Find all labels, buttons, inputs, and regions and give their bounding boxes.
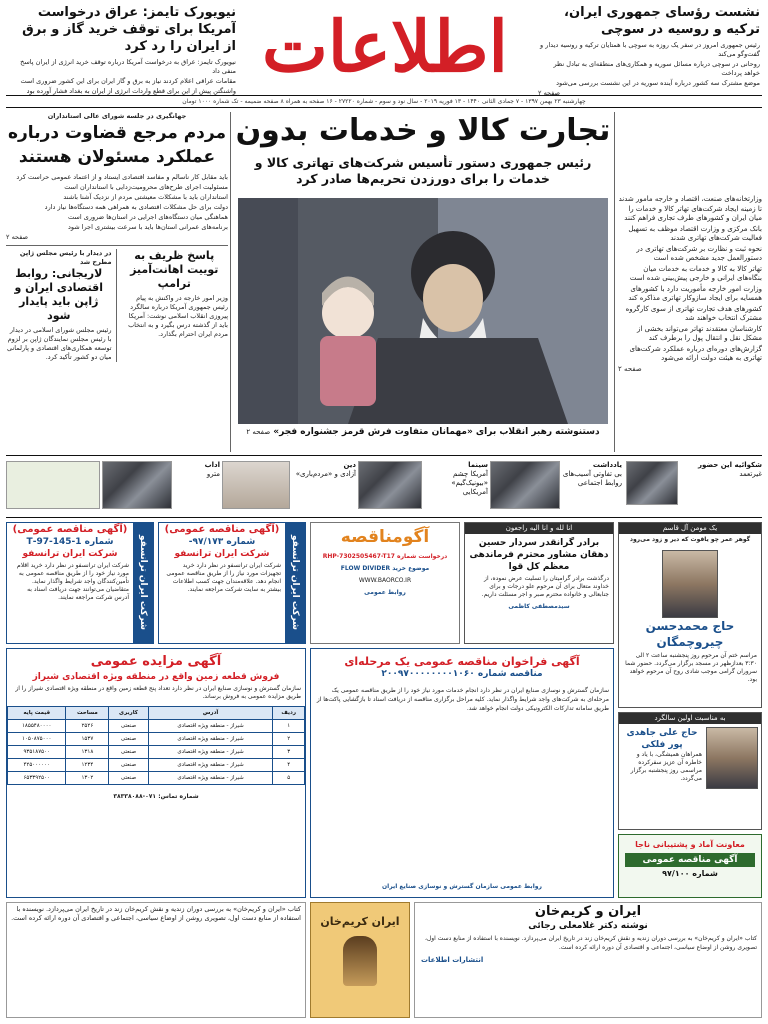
right-bullet: گزارش‌های دوره‌ای درباره عملکرد شرکت‌های تهاتری به هیئت دولت ارائه می‌شود <box>629 344 762 362</box>
auction-title: آگهی مزایده عمومی <box>90 654 222 669</box>
right-bullet: وزارت امور خارجه مأموریت دارد با کشورهای همسایه برای ایجاد سازوکار تهاتری مذاکره کند <box>628 284 762 302</box>
auction-col-header: ردیف <box>273 707 305 720</box>
ad-subject: موضوع خرید FLOW DIVIDER <box>340 565 430 572</box>
masthead-logo[interactable]: اطلاعات <box>262 5 508 88</box>
auction-sub: فروش قطعه زمین واقع در منطقه ویژه اقتصادی شیراز <box>32 672 280 682</box>
table-row <box>8 733 305 746</box>
left-page-ref: صفحه ۲ <box>6 233 29 241</box>
cell: شیراز - منطقه ویژه اقتصادی <box>148 772 273 785</box>
column-divider <box>230 112 231 452</box>
obit2-text: همراهان همیشگی، با یاد و خاطره آن عزیز سفرکرده مراسمی روز پنجشنبه برگزار می‌گردد. <box>630 751 702 782</box>
obit2-portrait <box>706 727 758 789</box>
right-bullet: کارشناسان معتقدند تهاتر می‌تواند بخشی از مشکل نقل و انتقال پول را برطرف کند <box>636 324 762 342</box>
left-bullet: برنامه‌های عمرانی استان‌ها باید با سرعت بیشتری اجرا شود <box>67 223 228 231</box>
right-header <box>538 4 760 96</box>
cell: ۱۰۵۰۸۷۵۰۰۰ <box>8 733 66 746</box>
auction-col-header: کاربری <box>109 707 148 720</box>
teaser-text: غیرتعمد <box>739 470 762 478</box>
right-header-line: موضع مشترک سه کشور درباره آینده سوریه در این نشست بررسی می‌شود <box>556 79 760 87</box>
larijani-text: رئیس مجلس شورای اسلامی در دیدار با رئیس مجلس نمایندگان ژاپن بر لزوم توسعه همکاری‌های اقتصادی و پارلمانی میان دو کشور تأکید کرد. <box>7 326 112 361</box>
ad-book-right[interactable] <box>414 902 762 1018</box>
teaser-thumb[interactable] <box>102 461 172 509</box>
zarif-text: وزیر امور خارجه در واکنش به پیام رئیس جمهوری آمریکا درباره سالگرد پیروزی انقلاب اسلامی نوشت: آمریکا باید از گذشته درس بگیرد و به انتخاب مردم ایران احترام بگذارد. <box>128 294 228 338</box>
right-bullet: نحوه ثبت و نظارت بر شرکت‌های تهاتری در دستورالعمل جدید مشخص شده است <box>636 244 762 262</box>
main-photo-figures <box>238 198 608 424</box>
cell: شیراز - منطقه ویژه اقتصادی <box>148 759 273 772</box>
right-page-ref: صفحه ۲ <box>618 364 642 373</box>
left-header-line: واشنگتن پیش از این برای قطع واردات انرژی از ایران به بغداد فشار آورده بود <box>26 87 236 95</box>
main-photo <box>238 198 608 424</box>
teaser-text: آمریکا چشم «بیونیک‌گیم» آمریکایی <box>451 470 488 496</box>
right-bullet: بانک مرکزی و وزارت اقتصاد موظف به تسهیل فعالیت شرکت‌های تهاتری شدند <box>628 224 762 242</box>
book-cover-figure <box>343 936 377 986</box>
cell: ۲۵۲۶ <box>66 720 109 733</box>
ad-iran-transfo-2[interactable] <box>158 522 306 644</box>
ad-book-cover[interactable] <box>310 902 410 1018</box>
right-bullet: تهاتر کالا به کالا و خدمات به خدمات میان بنگاه‌های ایرانی و خارجی پیش‌بینی شده است <box>629 264 762 282</box>
ad-obituary-2[interactable] <box>618 712 762 830</box>
book-cover-title: ایران کریم‌خان <box>320 915 400 928</box>
ad-tender-baorco[interactable] <box>310 522 460 644</box>
teaser-thumb[interactable] <box>222 461 290 509</box>
teaser-label[interactable]: آداب <box>204 461 220 469</box>
ad-police-tender[interactable] <box>618 834 762 898</box>
right-header-page-ref: صفحه ۲ <box>538 89 561 96</box>
ad-auction[interactable] <box>6 648 306 898</box>
left-bullet: استانداران باید با مشکلات معیشتی مردم از نزدیک آشنا باشند <box>63 193 228 201</box>
cell: شیراز - منطقه ویژه اقتصادی <box>148 720 273 733</box>
tender-text: سازمان گسترش و نوسازی صنایع ایران در نظر دارد انجام خدمات مورد نیاز خود را از طریق مناقصه عمومی یک مرحله‌ای به شرکت‌های واجد شرایط واگذار نماید. کلیه مراحل برگزاری مناقصه از دریافت اسناد تا بازگشایی پاکت‌ها از طریق سامانه تدارکات الکترونیکی دولت انجام خواهد شد. <box>316 687 609 712</box>
cell: ۳ <box>273 746 305 759</box>
cell: ۱۳۱۸ <box>66 746 109 759</box>
teaser-label[interactable]: یادداشت <box>592 461 622 469</box>
obit-verse: گوهر عمر چو یاقوت که دیر و زود می‌رود <box>629 536 751 543</box>
ad-company: شرکت ایران ترانسفو <box>22 549 118 559</box>
condolence-text: درگذشت برادر گرامیتان را تسلیت عرض نموده، از خداوند متعال برای آن مرحوم علو درجات و برای جنابعالی و خانواده محترم صبر و اجر مسئلت داریم. <box>481 575 609 598</box>
ad-company: شرکت ایران ترانسفو <box>174 549 270 559</box>
photo-caption <box>234 426 612 442</box>
left-title[interactable]: مردم مرجع قضاوت درباره عملکرد مسئولان هستند <box>7 123 227 167</box>
right-column <box>618 195 762 453</box>
right-bullet: وزارتخانه‌های صنعت، اقتصاد و خارجه مأمور شدند تا زمینه ایجاد شرکت‌های تهاتر کالا و خدمات را میان ایران و کشورهای طرف تجاری فراهم کنند <box>618 195 762 222</box>
cell: ۵ <box>273 772 305 785</box>
ad-book-left[interactable] <box>6 902 306 1018</box>
tender-number: مناقصه شماره ۲۰۰۹۷۰۰۰۰۰۰۰۰۱۰۶۰ <box>381 669 543 679</box>
teaser-text: مترو <box>206 470 220 478</box>
cell: ۱۸۵۵۴۸۰۰۰۰ <box>8 720 66 733</box>
obit-portrait <box>662 550 718 618</box>
cell: ۴ <box>273 759 305 772</box>
ad-obituary-1[interactable] <box>618 522 762 708</box>
auction-footer: شماره تماس: ۰۷۱-۳۸۳۳۸۰۸۸ <box>113 793 199 800</box>
photo-caption-text: دستنوشته رهبر انقلاب برای «مهمانان متفاوت فرش قرمز جشنواره فجر» <box>273 427 600 437</box>
ad-iran-transfo-1[interactable] <box>6 522 154 644</box>
cell: ۱ <box>273 720 305 733</box>
ad-number: شماره 1-145-97-T <box>26 537 114 547</box>
cell: ۴۲۵۰۰۰۰۰۰ <box>8 759 66 772</box>
teaser-cartoon[interactable] <box>6 461 100 509</box>
book-title: ایران و کریم‌خان <box>534 904 642 919</box>
book-footer: انتشارات اطلاعات <box>421 956 484 964</box>
ad-number: شماره ۹۷/۱۷۳- <box>188 537 256 547</box>
ad-brand: آگومناقصه <box>340 527 430 547</box>
left-column <box>6 112 228 456</box>
police-title: معاونت آماد و پشتیبانی ناجا <box>635 840 745 849</box>
right-bullet: کشورهای هدف تجارت تهاتری از سوی کارگروه مشترک انتخاب خواهند شد <box>625 304 762 322</box>
condolence-kicker: انا لله و انا الیه راجعون <box>465 523 613 534</box>
table-row <box>8 772 305 785</box>
column-divider <box>614 112 615 452</box>
auction-table <box>7 706 305 785</box>
teaser-label[interactable]: سینما <box>468 461 488 469</box>
strip-rule <box>6 455 762 457</box>
ad-title: (آگهی مناقصه عمومی) <box>12 524 128 535</box>
ad-request: درخواست شماره RHP-7302505467-T17 <box>322 553 448 560</box>
teaser-thumb[interactable] <box>490 461 560 509</box>
cell: ۲ <box>273 733 305 746</box>
right-header-line: روحانی در سوچی درباره مسائل سوریه و همکاری‌های منطقه‌ای به تبادل نظر خواهد پرداخت <box>553 60 760 77</box>
ad-condolence-dehghan[interactable] <box>464 522 614 644</box>
tender-title: آگهی فراخوان مناقصه عمومی یک مرحله‌ای <box>344 655 580 668</box>
ad-site[interactable]: WWW.BAORCO.IR <box>358 577 412 584</box>
ad-tender-idro[interactable] <box>310 648 614 898</box>
auction-col-header: آدرس <box>148 707 273 720</box>
obit-text: مراسم ختم آن مرحوم روز پنجشنبه ساعت ۲ الی ۳:۳۰ بعدازظهر در مسجد برگزار می‌گردد. حضور شما سروران گرامی موجب شادی روح آن مرحوم خواهد بود. <box>625 652 757 683</box>
teaser-text: آزادی و «مردم‌باری» <box>295 470 356 478</box>
condolence-sign: سیدمصطفی کاظمی <box>508 603 570 610</box>
auction-col-header: مساحت <box>66 707 109 720</box>
cell: صنعتی <box>109 772 148 785</box>
left-bullet: هماهنگی میان دستگاه‌های اجرایی در استان‌ها ضروری است <box>68 213 228 221</box>
police-sub: آگهی مناقصه عمومی <box>625 853 755 867</box>
book-text: کتاب «ایران و کریم‌خان» به بررسی دوران زندیه و نقش کریم‌خان زند در تاریخ ایران می‌پردازد. نویسنده با استفاده از منابع دست اول، تصویری روشن از اوضاع سیاسی، اجتماعی و اقتصادی آن دوره ارائه کرده است. <box>424 935 757 951</box>
ad-side-strip: شرکت ایران ترانسفو <box>285 523 305 643</box>
larijani-kicker: در دیدار با رئیس مجلس ژاپن مطرح شد <box>19 249 112 266</box>
cell: صنعتی <box>109 759 148 772</box>
obit2-kicker: به مناسبت اولین سالگرد <box>619 713 761 724</box>
auction-col-header: قیمت پایه <box>8 707 66 720</box>
ad-title: (آگهی مناقصه عمومی) <box>164 524 280 535</box>
zarif-title[interactable]: پاسخ ظریف به توییت اهانت‌آمیز ترامپ <box>130 249 219 290</box>
left-header-line: مقامات عراقی اعلام کردند نیاز به برق و گاز ایران برای این کشور ضروری است <box>20 77 236 85</box>
cell: صنعتی <box>109 746 148 759</box>
teaser-text: بی تفاوتی آسیب‌های روابط اجتماعی <box>562 470 622 487</box>
book-left-text: کتاب «ایران و کریم‌خان» به بررسی دوران زندیه و نقش کریم‌خان زند در تاریخ ایران می‌پردازد. نویسنده با استفاده از منابع دست اول، تصویری روشن از اوضاع سیاسی، اجتماعی و اقتصادی آن دوره ارائه کرده است. <box>11 905 301 922</box>
teaser-label[interactable]: دین <box>343 461 356 469</box>
header-rule-bottom <box>6 107 762 109</box>
cell: ۹۳۵۱۸۷۵۰۰ <box>8 746 66 759</box>
auction-text: سازمان گسترش و نوسازی صنایع ایران در نظر دارد تعداد پنج قطعه زمین واقع در منطقه ویژه اقتصادی شیراز را از طریق مزایده عمومی به فروش برساند. <box>15 685 301 700</box>
left-bullet: دولت برای حل مشکلات اقتصادی به همراهی همه دستگاه‌ها نیاز دارد <box>44 203 228 211</box>
table-row <box>8 746 305 759</box>
right-header-title[interactable]: نشست رؤسای جمهوری ایران، ترکیه و روسیه در سوچی <box>564 5 760 37</box>
left-kicker: جهانگیری در جلسه شورای عالی استانداران <box>47 112 187 120</box>
left-header-title[interactable]: نیویورک تایمز: عراق درخواست آمریکا برای توقف خرید گاز و برق از ایران را رد کرد <box>22 5 236 54</box>
cell: صنعتی <box>109 733 148 746</box>
right-header-line: رئیس جمهوری امروز در سفر یک روزه به سوچی با همتایان ترکیه و روسیه دیدار و گفت‌وگو می‌کند <box>540 41 760 58</box>
left-header <box>6 4 236 96</box>
teaser-thumb[interactable] <box>626 461 678 505</box>
book-author: نوشته دکتر غلامعلی رجائی <box>528 921 648 931</box>
cell: شیراز - منطقه ویژه اقتصادی <box>148 733 273 746</box>
cell: ۶۵۳۳۹۲۵۰۰ <box>8 772 66 785</box>
main-subhead: رئیس جمهوری دستور تأسیس شرکت‌های تهاتری کالا و خدمات را برای دورزدن تحریم‌ها صادر کرد <box>254 155 592 186</box>
main-headline[interactable]: تجارت کالا و خدمات بدون <box>235 113 611 148</box>
ad-text: شرکت ایران ترانسفو در نظر دارد خرید اقلام مورد نیاز خود را از طریق مناقصه عمومی به تأمین‌کنندگان واجد شرایط واگذار نماید. متقاضیان می‌توانند جهت دریافت اسناد به آدرس شرکت مراجعه نمایند. <box>16 562 129 601</box>
obit-name: حاج محمدحسن چیروچمگان <box>645 619 735 649</box>
ads-rule <box>6 517 762 519</box>
ad-side-strip: شرکت ایران ترانسفو <box>133 523 153 643</box>
dateline: چهارشنبه ۲۳ بهمن ۱۳۹۷ - ۷ جمادی الثانی ۱۴۴۰ - ۱۳ فوریه ۲۰۱۹ - سال نود و سوم - شماره ۲۷۲۲۰ - ۱۶ صفحه به همراه ۸ صفحه ضمیمه - تک شماره ۱۰۰۰ تومان <box>182 98 586 105</box>
larijani-title[interactable]: لاریجانی: روابط اقتصادی ایران و ژاپن باید پایدار شود <box>14 267 104 322</box>
ad-text: شرکت ایران ترانسفو در نظر دارد خرید تجهیزات مورد نیاز را از طریق مناقصه عمومی انجام دهد. علاقه‌مندان جهت کسب اطلاعات بیشتر به سایت شرکت مراجعه نمایند. <box>166 562 281 593</box>
cell: ۱۳۰۲ <box>66 772 109 785</box>
table-row <box>8 720 305 733</box>
table-row <box>8 759 305 772</box>
cell: صنعتی <box>109 720 148 733</box>
cell: ۱۲۳۴ <box>66 759 109 772</box>
obit-kicker: یک مومن آل قاسم <box>619 523 761 534</box>
tender-footer: روابط عمومی سازمان گسترش و نوسازی صنایع ایران <box>382 883 542 890</box>
teaser-strip <box>6 459 762 515</box>
police-number: شماره ۹۷/۱۰۰ <box>662 869 718 878</box>
teaser-label[interactable]: شکوائیه این حضور <box>697 461 762 469</box>
left-bullet: مسئولیت اجرای طرح‌های محرومیت‌زدایی با استانداران است <box>64 183 228 191</box>
left-bullet: باید مقابل کار ناسالم و مفاسد اقتصادی ایستاد و از اعتماد عمومی حراست کرد <box>16 173 228 181</box>
left-header-line: نیویورک تایمز: عراق به درخواست آمریکا درباره توقف خرید انرژی از ایران پاسخ منفی داد <box>20 58 236 75</box>
cell: ۱۵۳۷ <box>66 733 109 746</box>
ad-footer: روابط عمومی <box>364 589 406 596</box>
cell: شیراز - منطقه ویژه اقتصادی <box>148 746 273 759</box>
teaser-thumb[interactable] <box>358 461 422 509</box>
condolence-title: برادر گرانقدر سردار حسین دهقان مشاور محترم فرماندهی معظم کل قوا <box>469 538 609 572</box>
photo-caption-ref: صفحه ۲ <box>246 428 271 436</box>
obit2-name: حاج علی جاهدی پور فلکی <box>626 728 698 750</box>
